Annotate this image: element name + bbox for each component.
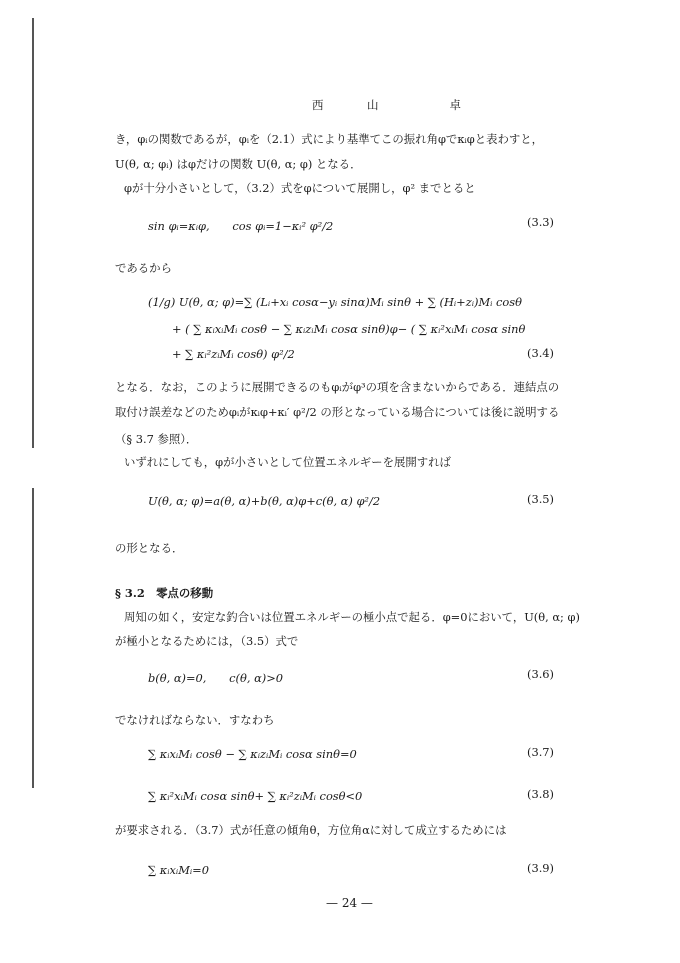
equation-number: (3.7): [527, 745, 555, 759]
equation-number: (3.9): [527, 861, 555, 875]
equation-number: (3.5): [527, 492, 555, 506]
equation-3-4-line-2: + ( ∑ κᵢxᵢMᵢ cosθ − ∑ κᵢzᵢMᵢ cosα sinθ)φ− ( ∑ κᵢ²xᵢMᵢ cosα sinθ: [172, 322, 526, 336]
equation-number: (3.4): [527, 346, 555, 360]
paragraph-line: が極小となるためには，（3.5）式で: [115, 634, 299, 648]
page-number: — 24 —: [326, 896, 373, 910]
paragraph-line: いずれにしても，φが小さいとして位置エネルギーを展開すれば: [124, 455, 451, 469]
equation-3-8: ∑ κᵢ²xᵢMᵢ cosα sinθ+ ∑ κᵢ²zᵢMᵢ cosθ<0: [148, 789, 363, 803]
equation-3-3: sin φᵢ=κᵢφ, cos φᵢ=1−κᵢ² φ²/2: [148, 219, 334, 233]
equation-3-4-line-3: + ∑ κᵢ²zᵢMᵢ cosθ) φ²/2: [172, 347, 295, 361]
binding-edge-line-top: [32, 18, 34, 448]
equation-3-4-line-1: (1/g) U(θ, α; φ)=∑ (Lᵢ+xᵢ cosα−yᵢ sinα)Mᵢ sinθ + ∑ (Hᵢ+zᵢ)Mᵢ cosθ: [148, 295, 522, 309]
binding-edge-line-bottom: [32, 488, 34, 788]
paragraph-line: の形となる．: [115, 541, 184, 555]
equation-number: (3.8): [527, 787, 555, 801]
paragraph-line: き，φᵢの関数であるが，φᵢを（2.1）式により基準てこの振れ角φでκᵢφと表わすと，: [115, 132, 544, 146]
equation-3-6: b(θ, α)=0, c(θ, α)>0: [148, 671, 284, 685]
paragraph-line: となる．なお，このように展開できるのもφᵢがφ³の項を含まないからである．連結点の: [115, 380, 560, 394]
section-heading: § 3.2 零点の移動: [115, 586, 214, 600]
equation-number: (3.3): [527, 215, 555, 229]
paragraph-line: U(θ, α; φᵢ) はφだけの関数 U(θ, α; φ) となる．: [115, 157, 362, 171]
equation-number: (3.6): [527, 667, 555, 681]
paragraph-line: 周知の如く，安定な釣合いは位置エネルギーの極小点で起る．φ=0において，U(θ, α; φ): [124, 610, 580, 624]
equation-3-9: ∑ κᵢxᵢMᵢ=0: [148, 863, 209, 877]
paragraph-line: （§ 3.7 参照）．: [115, 432, 198, 446]
paragraph-line: 取付け誤差などのためφᵢがκᵢφ+κᵢ′ φ²/2 の形となっている場合については後に説明する: [115, 405, 560, 419]
paragraph-line: でなければならない．すなわち: [115, 713, 275, 727]
paragraph-line: が要求される．（3.7）式が任意の傾角θ，方位角αに対して成立するためには: [115, 823, 507, 837]
running-header-author: 西 山 卓: [312, 98, 477, 112]
equation-3-5: U(θ, α; φ)=a(θ, α)+b(θ, α)φ+c(θ, α) φ²/2: [148, 494, 381, 508]
paragraph-line: φが十分小さいとして，（3.2）式をφについて展開し，φ² までとると: [124, 181, 476, 195]
paragraph-line: であるから: [115, 261, 172, 275]
equation-3-7: ∑ κᵢxᵢMᵢ cosθ − ∑ κᵢzᵢMᵢ cosα sinθ=0: [148, 747, 357, 761]
